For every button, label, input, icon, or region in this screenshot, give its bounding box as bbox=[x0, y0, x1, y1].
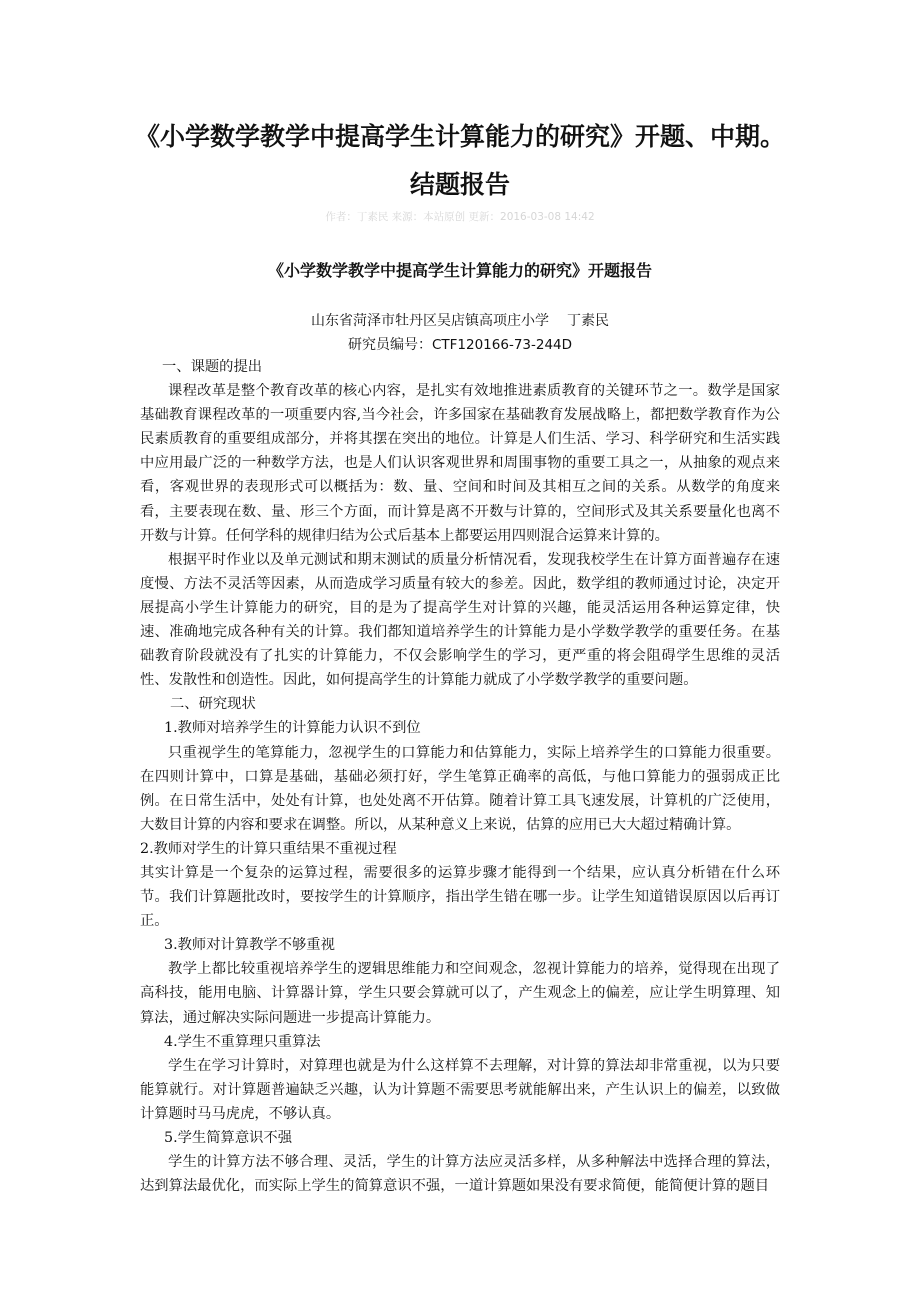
item-3-heading: 3.教师对计算教学不够重视 bbox=[164, 937, 335, 954]
author-name: 丁素民 bbox=[567, 313, 609, 329]
article-meta: 作者：丁素民 来源：本站原创 更新：2016-03-08 14:42 bbox=[325, 211, 595, 223]
section-heading-1: 一、课题的提出 bbox=[162, 359, 263, 375]
main-title-line-2: 结题报告 bbox=[409, 170, 510, 199]
item-2-text: 其实计算是一个复杂的运算过程，需要很多的运算步骤才能得到一个结果，应认真分析错在什么环节。我们计算题批改时，要按学生的计算顺序，指出学生错在哪一步。让学生知道错误原因以后再订正。 bbox=[140, 864, 780, 930]
item-1-heading: 1.教师对培养学生的计算能力认识不到位 bbox=[164, 720, 421, 737]
main-title-line-1: 《小学数学教学中提高学生计算能力的研究》开题、中期。 bbox=[134, 122, 785, 151]
item-5-heading: 5.学生简算意识不强 bbox=[164, 1130, 293, 1146]
section-1-paragraph-2: 根据平时作业以及单元测试和期末测试的质量分析情况看，发现我校学生在计算方面普遍存在速度慢、方法不灵活等因素，从而造成学习质量有较大的参差。因此，数学组的教师通过讨论，决定开展提高小学生计算能力的研究，目的是为了提高学生对计算的兴趣，能灵活运用各种运算定律，快速、准确地完成各种有关的计算。我们都知道培养学生的计算能力是小学数学教学的重要任务。在基础教育阶段就没有了扎实的计算能力，不仅会影响学生的学习，更严重的将会阻碍学生思维的灵活性、发散性和创造性。因此，如何提高学生的计算能力就成了小学数学教学的重要问题。 bbox=[140, 551, 780, 689]
researcher-line bbox=[60, 334, 860, 354]
report-body bbox=[140, 355, 780, 1198]
researcher-code: CTF120166-73-244D bbox=[431, 337, 573, 353]
author-line bbox=[60, 310, 860, 330]
item-2-heading: 2.教师对学生的计算只重结果不重视过程 bbox=[140, 840, 397, 857]
researcher-label: 研究员编号： bbox=[347, 337, 432, 353]
item-3-text: 教学上都比较重视培养学生的逻辑思维能力和空间观念，忽视计算能力的培养，觉得现在出现了高科技，能用电脑、计算器计算，学生只要会算就可以了，产生观念上的偏差，应让学生明算理、知算法，通过解决实际问题进一步提高计算能力。 bbox=[140, 961, 780, 1026]
item-4-heading: 4.学生不重算理只重算法 bbox=[164, 1033, 321, 1050]
section-heading-2: 二、研究现状 bbox=[170, 696, 256, 713]
section-1-paragraph-1: 课程改革是整个教育改革的核心内容，是扎实有效地推进素质教育的关键环节之一。数学是国家基础教育课程改革的一项重要内容,当今社会，许多国家在基础教育发展战略上，都把数学教育作为公民素质教育的重要组成部分，并将其摆在突出的地位。计算是人们生活、学习、科学研究和生活实践中应用最广泛的一种数学方法，也是人们认识客观世界和周围事物的重要工具之一，从抽象的观点来看，客观世界的表现形式可以概括为：数、量、空间和时间及其相互之间的关系。从数学的角度来看，主要表现在数、量、形三个方面，而计算是离不开数与计算的，空间形式及其关系要量化也离不开数与计算。任何学科的规律归结为公式后基本上都要运用四则混合运算来计算的。 bbox=[140, 383, 780, 544]
report-subtitle: 《小学数学教学中提高学生计算能力的研究》开题报告 bbox=[267, 261, 652, 280]
school-name: 山东省菏泽市牡丹区吴店镇高项庄小学 bbox=[311, 313, 549, 329]
item-5-text: 学生的计算方法不够合理、灵活，学生的计算方法应灵活多样，从多种解法中选择合理的算法，达到算法最优化，而实际上学生的简算意识不强，一道计算题如果没有要求简便，能简便计算的题目 bbox=[140, 1154, 780, 1195]
item-4-text: 学生在学习计算时，对算理也就是为什么这样算不去理解，对计算的算法却非常重视，以为只要能算就行。对计算题普遍缺乏兴趣，认为计算题不需要思考就能解出来，产生认识上的偏差，以致做计算题时马马虎虎，不够认真。 bbox=[140, 1057, 780, 1122]
item-1-text: 只重视学生的笔算能力，忽视学生的口算能力和估算能力，实际上培养学生的口算能力很重要。在四则计算中，口算是基础，基础必须打好，学生笔算正确率的高低，与他口算能力的强弱成正比例。在日常生活中，处处有计算，也处处离不开估算。随着计算工具飞速发展，计算机的广泛使用，大数目计算的内容和要求在调整。所以，从某种意义上来说，估算的应用已大大超过精确计算。 bbox=[140, 744, 780, 833]
